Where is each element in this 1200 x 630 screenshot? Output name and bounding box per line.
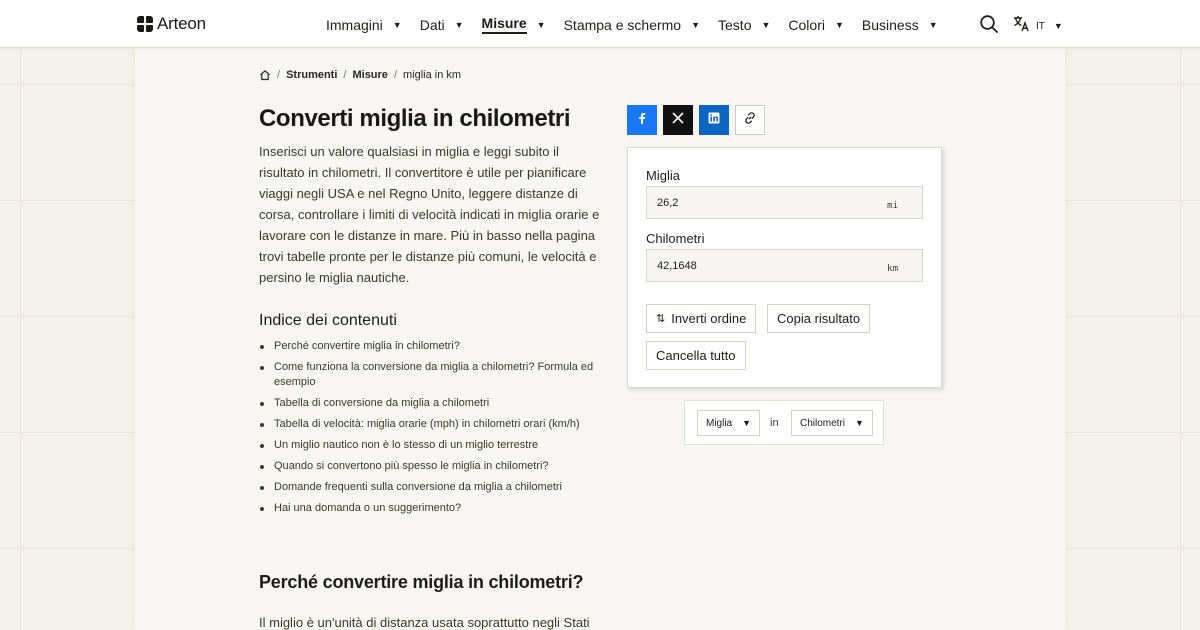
breadcrumb-separator: / [277,69,281,81]
toc-item[interactable]: Perché convertire miglia in chilometri? [259,339,599,354]
kilometers-unit: km [887,264,898,274]
caret-down-icon: ▼ [536,19,546,30]
intro-text: Inserisci un valore qualsiasi in miglia e leggi subito il risultato in chilometri. Il convertitore è utile per pianificare viaggi negli USA e nel Regno Unito, leggere distanze di corsa, controllare i limiti di velocità indicati in miglia orarie e lavorare con le distanze in mare. Più in basso nella pagina trovi tabelle pronte per le distanze più comuni, le velocità e persino le miglia nautiche. [259,144,600,285]
to-unit-value: Chilometri [800,417,846,429]
linkedin-icon [708,111,720,129]
toc-item[interactable]: Come funziona la conversione da miglia a chilometri? Formula ed esempio [259,360,599,390]
main-content [135,48,1065,630]
copy-result-button[interactable] [767,304,870,333]
nav-item-immagini[interactable] [326,15,402,34]
search-icon[interactable] [979,14,999,34]
converter-panel [627,147,942,388]
nav-item-dati[interactable] [420,15,464,34]
kilometers-label: Chilometri [646,231,705,246]
copy-result-label: Copia risultato [777,311,861,326]
caret-down-icon: ▼ [928,19,938,30]
caret-down-icon: ▼ [392,19,402,30]
nav-label: Business [861,16,919,33]
toc-item[interactable]: Tabella di conversione da miglia a chilometri [259,396,599,411]
copy-link-button[interactable] [735,105,765,135]
kilometers-input[interactable] [647,250,877,281]
caret-down-icon: ▼ [742,418,752,428]
section-title: Perché convertire miglia in chilometri? [259,572,584,592]
miles-input[interactable] [647,187,877,218]
nav-item-business[interactable] [862,15,938,34]
page-title: Converti miglia in chilometri [259,105,571,132]
to-unit-select[interactable] [791,410,873,436]
nav-label: Dati [419,16,445,33]
facebook-icon [636,111,648,129]
breadcrumb-separator: / [343,69,347,81]
nav-item-stampa-e-schermo[interactable] [564,15,700,34]
toc-item[interactable]: Un miglio nautico non è lo stesso di un miglio terrestre [259,438,599,453]
toc-item[interactable]: Domande frequenti sulla conversione da miglia a chilometri [259,480,599,495]
unit-selector [684,400,884,445]
breadcrumb-separator: / [393,69,397,81]
breadcrumb [259,69,461,81]
caret-down-icon: ▼ [1053,21,1063,31]
toc-title: Indice dei contenuti [259,312,397,329]
clear-all-button[interactable] [646,341,746,370]
caret-down-icon: ▼ [761,19,771,30]
site-header [0,0,1200,48]
miles-unit: mi [887,201,898,211]
toc-item[interactable]: Quando si convertono più spesso le miglia in chilometri? [259,459,599,474]
nav-item-colori[interactable] [788,15,844,34]
caret-down-icon: ▼ [834,19,844,30]
nav-label: Stampa e schermo [563,16,682,33]
logo-mark-icon [137,16,153,32]
nav-label: Colori [788,16,825,33]
x-icon [672,111,684,129]
logo-text: Arteon [157,14,206,33]
nav-label: Immagini [326,16,383,33]
nav-item-testo[interactable] [718,15,770,34]
swap-icon: ⇅ [656,313,666,325]
main-nav [326,15,956,34]
caret-down-icon: ▼ [454,19,464,30]
caret-down-icon: ▼ [691,19,701,30]
nav-label: Testo [718,16,752,33]
unit-connector: in [770,417,779,429]
facebook-share-button[interactable] [627,105,657,135]
breadcrumb-current: miglia in km [403,69,462,81]
language-selector[interactable] [1013,15,1063,37]
section-text: Il miglio è un'unità di distanza usata soprattutto negli Stati [259,615,590,630]
link-icon [743,111,757,130]
kilometers-field[interactable] [646,249,923,282]
swap-order-button[interactable] [646,304,756,333]
share-buttons [627,105,771,135]
clear-all-label: Cancella tutto [656,348,736,363]
caret-down-icon: ▼ [855,418,864,428]
toc-item[interactable]: Hai una domanda o un suggerimento? [259,501,599,516]
breadcrumb-item-misure[interactable]: Misure [352,69,388,81]
nav-item-misure[interactable] [482,15,546,34]
x-share-button[interactable] [663,105,693,135]
logo[interactable] [137,14,206,34]
toc-list [259,339,599,522]
miles-field[interactable] [646,186,923,219]
breadcrumb-item-strumenti[interactable]: Strumenti [286,69,338,81]
translate-icon [1013,15,1030,37]
linkedin-share-button[interactable] [699,105,729,135]
nav-label: Misure [482,15,527,34]
miles-label: Miglia [646,168,680,183]
swap-order-label: Inverti ordine [671,311,747,326]
home-icon[interactable] [259,69,271,81]
toc-item[interactable]: Tabella di velocità: miglia orarie (mph) in chilometri orari (km/h) [259,417,599,432]
language-label: IT [1036,20,1045,32]
from-unit-select[interactable] [697,410,760,436]
from-unit-value: Miglia [706,417,733,429]
